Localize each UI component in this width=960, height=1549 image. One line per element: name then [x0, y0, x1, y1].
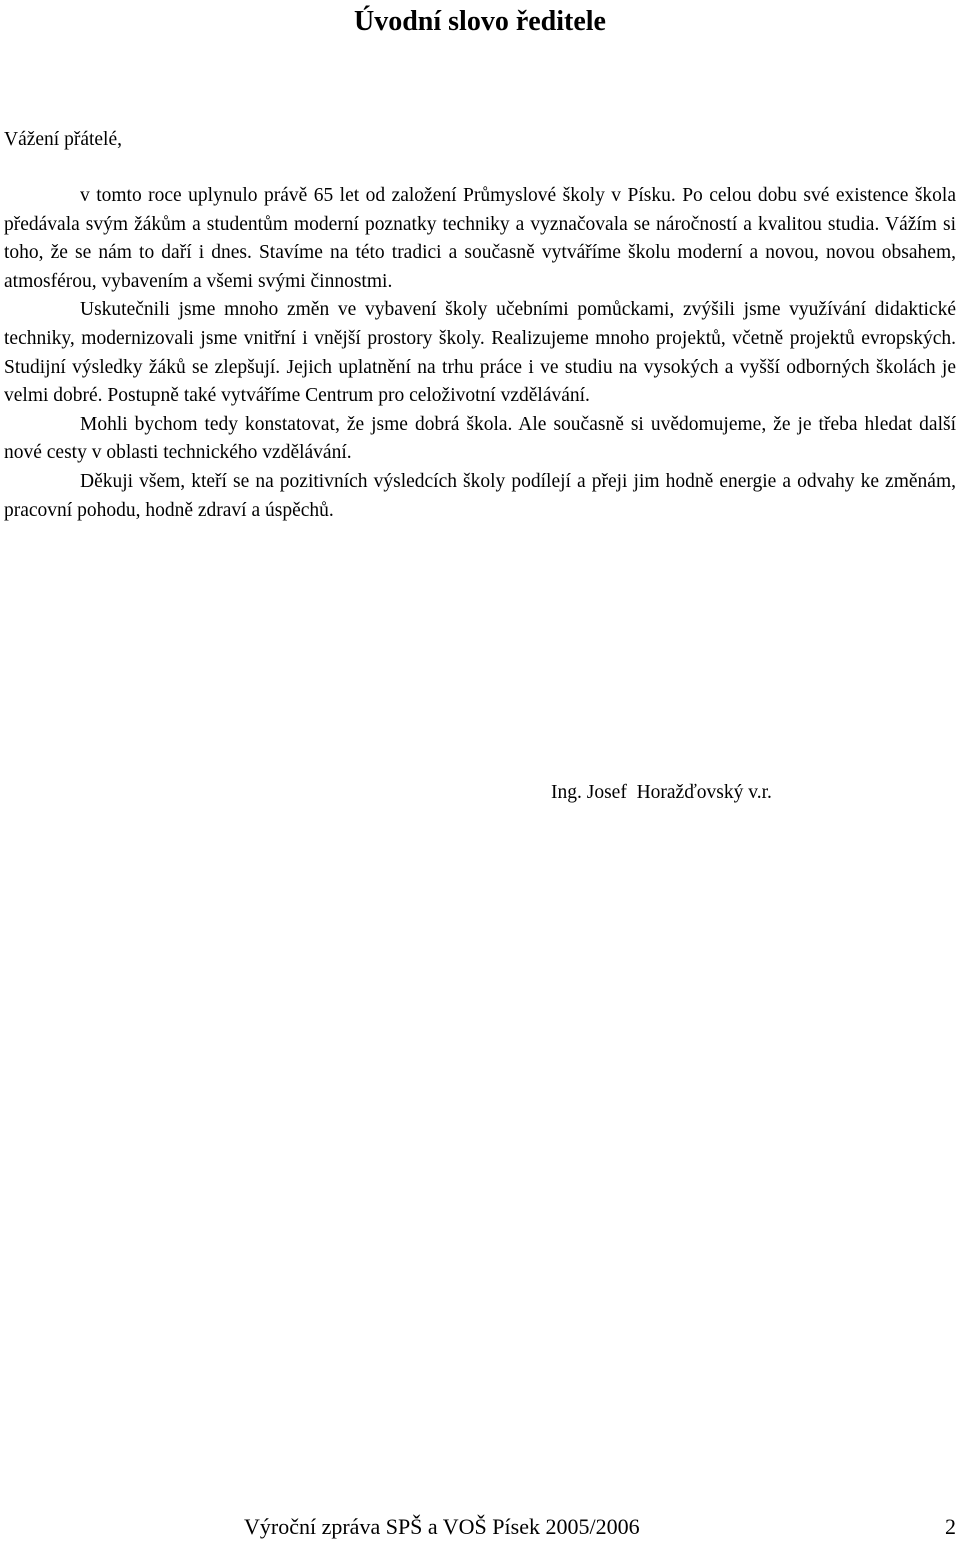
- footer-publication: Výroční zpráva SPŠ a VOŠ Písek 2005/2006: [244, 1514, 640, 1539]
- page-title: Úvodní slovo ředitele: [354, 6, 606, 37]
- letter-body: [4, 182, 956, 525]
- paragraph-changes: Uskutečnili jsme mnoho změn ve vybavení školy učebními pomůckami, zvýšili jsme využívání didaktické techniky, modernizovali jsme vnitřní i vnější prostory školy. Realizujeme mnoho projektů, včetně projektů evropských. Studijní výsledky žáků se zlepšují. Jejich uplatnění na trhu práce i ve studiu na vysokých a vyšší odborných školách je velmi dobré. Postupně také vytváříme Centrum pro celoživotní vzdělávání.: [4, 299, 956, 407]
- greeting: Vážení přátelé,: [4, 129, 123, 150]
- paragraph-conclusion: Mohli bychom tedy konstatovat, že jsme dobrá škola. Ale současně si uvědomujeme, že je třeba hledat další nové cesty v oblasti technického vzdělávání.: [4, 413, 956, 464]
- paragraph-intro: v tomto roce uplynulo právě 65 let od založení Průmyslové školy v Písku. Po celou dobu své existence škola předávala svým žákům a studentům moderní poznatky techniky a vyznačovala se náročností a kvalitou studia. Vážím si toho, že se nám to daří i dnes. Stavíme na této tradici a současně vytváříme školu moderní a novou, novou obsahem, atmosférou, vybavením a všemi svými činnostmi.: [4, 185, 956, 292]
- paragraph-thanks: Děkuji všem, kteří se na pozitivních výsledcích školy podílejí a přeji jim hodně energie a odvahy ke změnám, pracovní pohodu, hodně zdraví a úspěchů.: [4, 470, 956, 521]
- page-number: 2: [945, 1514, 956, 1539]
- page-footer: [0, 1511, 960, 1543]
- signature: Ing. Josef Horažďovský v.r.: [551, 782, 772, 803]
